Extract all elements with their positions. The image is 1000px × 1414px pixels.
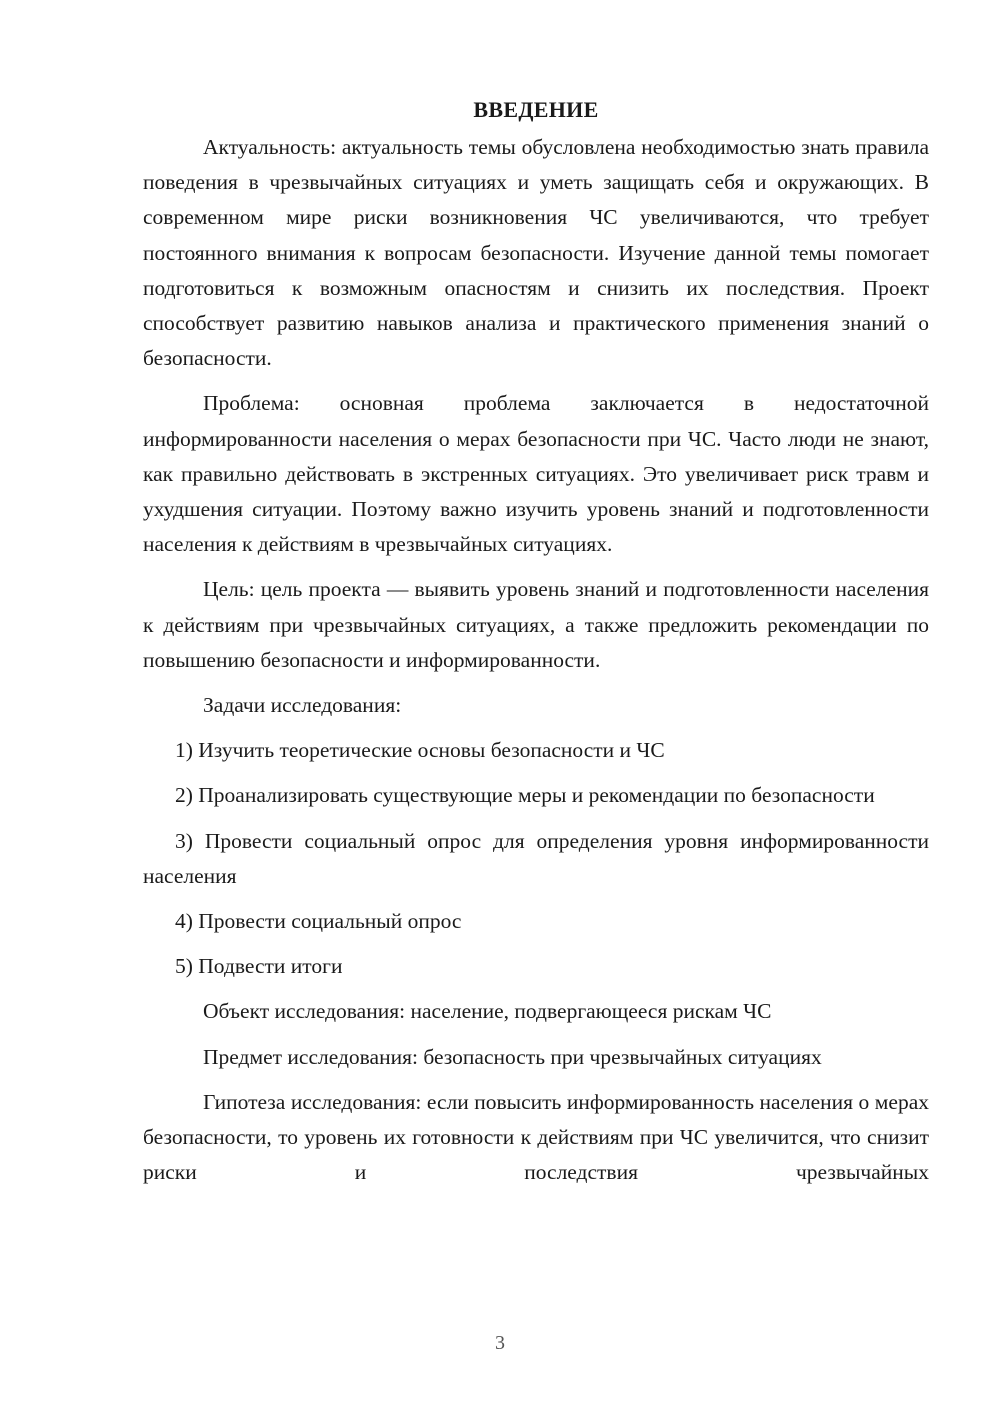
research-subject: Предмет исследования: безопасность при чрезвычайных ситуациях [203, 1044, 822, 1069]
task-item-2: 2) Проанализировать существующие меры и рекомендации по безопасности [175, 783, 875, 808]
task-item-5: 5) Подвести итоги [175, 954, 343, 979]
research-object: Объект исследования: население, подвергающееся рискам ЧС [203, 999, 772, 1024]
research-hypothesis: Гипотеза исследования: если повысить информированность населения о мерах безопасности, то уровень их готовности к действиям при ЧС увеличится, что снизит риски и последствия чрезвычайных [143, 1089, 929, 1185]
document-page [143, 90, 929, 1200]
tasks-title: Задачи исследования: [203, 693, 402, 718]
task-item-4: 4) Провести социальный опрос [175, 909, 462, 934]
goal-paragraph: Цель: цель проекта — выявить уровень знаний и подготовленности населения к действиям при чрезвычайных ситуациях, а также предложить рекомендации по повышению безопасности и информированности. [143, 577, 929, 672]
page-number: 3 [495, 1332, 505, 1354]
section-heading: ВВЕДЕНИЕ [473, 97, 599, 122]
problem-paragraph: Проблема: основная проблема заключается в недостаточной информированности населения о мерах безопасности при ЧС. Часто люди не знают, как правильно действовать в экстренных ситуациях. Это увеличивает риск травм и ухудшения ситуации. Поэтому важно изучить уровень знаний и подготовленности населения к действиям в чрезвычайных ситуациях. [143, 391, 929, 557]
task-item-3: 3) Провести социальный опрос для определения уровня информированности населения [143, 828, 929, 888]
task-item-1: 1) Изучить теоретические основы безопасности и ЧС [175, 738, 665, 763]
relevance-paragraph: Актуальность: актуальность темы обусловлена необходимостью знать правила поведения в чрезвычайных ситуациях и уметь защищать себя и окружающих. В современном мире риски возникновения ЧС увеличиваются, что требует постоянного внимания к вопросам безопасности. Изучение данной темы помогает подготовиться к возможным опасностям и снизить их последствия. Проект способствует развитию навыков анализа и практического применения знаний о безопасности. [143, 135, 929, 371]
